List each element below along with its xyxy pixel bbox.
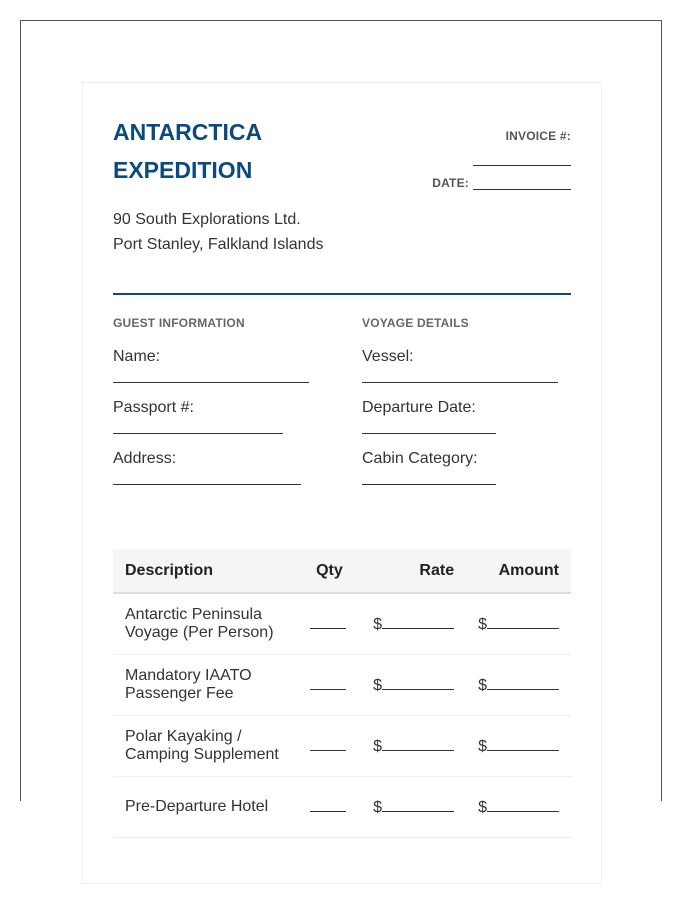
row-amount [466,716,571,777]
column-header-amount: Amount [466,549,571,593]
amount-field[interactable] [487,614,559,629]
row-rate [361,716,466,777]
amount-field[interactable] [487,675,559,690]
currency-symbol: $ [373,738,383,755]
date-row [371,176,571,190]
currency-symbol: $ [478,738,487,755]
departure-date-label: Departure Date: [362,399,476,416]
invoice-number-label: INVOICE #: [505,129,571,143]
voyage-details-section [362,316,562,501]
vessel-label: Vessel: [362,348,414,365]
row-qty [298,716,362,777]
invoice-meta [371,129,571,190]
currency-symbol: $ [478,799,487,816]
table-row [113,777,571,838]
row-description-line-1: Pre-Departure Hotel [125,798,269,815]
voyage-details-heading: VOYAGE DETAILS [362,316,469,330]
amount-field[interactable] [487,736,559,751]
row-description [113,655,298,716]
qty-field[interactable] [310,675,346,690]
column-header-rate: Rate [361,549,466,593]
currency-symbol: $ [478,616,487,633]
row-qty [298,655,362,716]
table-row [113,593,571,655]
row-qty [298,777,362,838]
address-label: Address: [113,450,177,467]
rate-field[interactable] [382,736,454,751]
row-description-line-1: Polar Kayaking / [125,728,242,745]
company-address: Port Stanley, Falkland Islands [113,236,324,253]
vessel-field[interactable] [362,370,558,383]
row-amount [466,593,571,655]
currency-symbol: $ [478,677,487,694]
qty-field[interactable] [310,736,346,751]
qty-field[interactable] [310,614,346,629]
brand-title [113,113,333,189]
table-header-row [113,549,571,593]
column-header-description: Description [113,549,298,593]
brand-title-line-1: ANTARCTICA [113,119,263,145]
invoice-number-field[interactable] [473,153,571,166]
row-description [113,777,298,838]
row-rate [361,655,466,716]
company-block [113,207,323,257]
table-row [113,655,571,716]
page-frame [20,20,662,816]
passport-label: Passport #: [113,399,194,416]
row-description-line-2: Passenger Fee [125,685,234,702]
row-qty [298,593,362,655]
invoice-document [82,82,602,884]
row-description [113,716,298,777]
table-row [113,716,571,777]
date-label: DATE: [432,176,469,190]
rate-field[interactable] [382,797,454,812]
amount-field[interactable] [487,797,559,812]
row-description-line-1: Antarctic Peninsula [125,606,262,623]
column-header-qty: Qty [298,549,362,593]
row-amount [466,655,571,716]
qty-field[interactable] [310,797,346,812]
row-description-line-2: Voyage (Per Person) [125,624,274,641]
guest-information-section [113,316,313,501]
line-items-table [113,549,571,838]
currency-symbol: $ [373,616,383,633]
passport-field[interactable] [113,421,283,434]
header-divider [113,293,571,295]
guest-information-heading: GUEST INFORMATION [113,316,245,330]
row-rate [361,777,466,838]
currency-symbol: $ [373,677,383,694]
date-field[interactable] [473,177,571,190]
row-description-line-1: Mandatory IAATO [125,667,252,684]
cabin-category-field[interactable] [362,472,496,485]
company-name: 90 South Explorations Ltd. [113,211,301,228]
currency-symbol: $ [373,799,383,816]
row-description [113,593,298,655]
row-rate [361,593,466,655]
address-field[interactable] [113,472,301,485]
rate-field[interactable] [382,675,454,690]
rate-field[interactable] [382,614,454,629]
brand-title-line-2: EXPEDITION [113,157,253,183]
departure-date-field[interactable] [362,421,496,434]
row-description-line-2: Camping Supplement [125,746,279,763]
row-amount [466,777,571,838]
name-field[interactable] [113,370,309,383]
cabin-category-label: Cabin Category: [362,450,478,467]
name-label: Name: [113,348,161,365]
